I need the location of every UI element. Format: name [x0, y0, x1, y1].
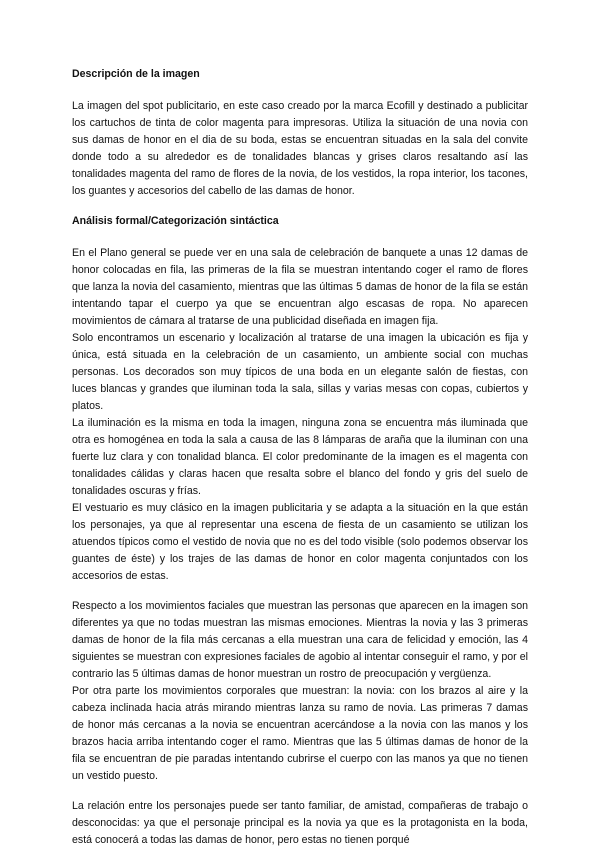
- paragraph-movimientos-faciales: Respecto a los movimientos faciales que muestran las personas que aparecen en la imagen son diferentes ya que no todas muestran las mismas emociones. Mientras la novia y las 3 primeras damas de honor de la fila más cercanas a ella muestran una cara de felicidad y emoción, las 4 siguientes se muestran con expresiones faciales de agobio al intentar conseguir el ramo, y por el contrario las 5 últimas damas de honor muestran un rostro de preocupación y vergüenza.: [72, 600, 528, 680]
- paragraph-descripcion: La imagen del spot publicitario, en este caso creado por la marca Ecofill y destinado a publicitar los cartuchos de tinta de color magenta para impresoras. Utiliza la situación de una novia con sus damas de honor en el dia de su boda, estas se encuentran situadas en la sala del convite donde todo a su alrededor es de tonalidades blancas y grises claros resaltando así las tonalidades magenta del ramo de flores de la novia, de los vestidos, la ropa interior, los tacones, los guantes y accesorios del cabello de las damas de honor.: [72, 100, 528, 197]
- paragraph-relacion: La relación entre los personajes puede ser tanto familiar, de amistad, compañeras de trabajo o desconocidas: ya que el personaje principal es la novia ya que es la protagonista en la boda, está conocerá a todas las damas de honor, pero estas no tienen porqué: [72, 800, 528, 846]
- paragraph-escenario: Solo encontramos un escenario y localización al tratarse de una imagen la ubicación es fija y única, está situada en la celebración de un casamiento, un ambiente social con muchas personas. Los decorados son muy típicos de una boda en un elegante salón de fiestas, con luces blancas y grandes que iluminan toda la sala, sillas y varias mesas con copas, cubiertos y platos.: [72, 332, 528, 412]
- paragraph-plano-general: En el Plano general se puede ver en una sala de celebración de banquete a unas 12 damas de honor colocadas en fila, las primeras de la fila se muestran intentando coger el ramo de flores que lanza la novia del casamiento, mientras que las últimas 5 damas de honor de la fila se están intentando tapar el cuerpo ya que se encuentran algo escasas de ropa. No aparecen movimientos de cámara al tratarse de una publicidad diseñada en imagen fija.: [72, 247, 528, 327]
- section-heading-analisis: Análisis formal/Categorización sintáctica: [72, 215, 279, 227]
- document-page: [72, 66, 528, 849]
- paragraph-movimientos-corporales: Por otra parte los movimientos corporales que muestran: la novia: con los brazos al aire y la cabeza inclinada hacia atrás mirando mientras lanza su ramo de novia. Las primeras 7 damas de honor más cercanas a la novia se encuentran acercándose a la novia con las manos y los brazos hacia arriba intentando coger el ramo. Mientras que las 5 últimas damas de honor de la fila se encuentran de pie paradas intentando cubrirse el cuerpo con las manos ya que no tienen un vestido puesto.: [72, 685, 528, 782]
- paragraph-vestuario: El vestuario es muy clásico en la imagen publicitaria y se adapta a la situación en la que están los personajes, ya que al representar una escena de fiesta de un casamiento se utilizan los atuendos típicos como el vestido de novia que no es del todo visible (solo podemos observar los guantes de éste) y los trajes de las damas de honor en color magenta conjuntados con los accesorios de estas.: [72, 502, 528, 582]
- section-heading-descripcion: Descripción de la imagen: [72, 68, 200, 80]
- paragraph-iluminacion: La iluminación es la misma en toda la imagen, ninguna zona se encuentra más iluminada que otra es homogénea en toda la sala a causa de las 8 lámparas de araña que la iluminan con una fuerte luz clara y con tonalidad blanca. El color predominante de la imagen es el magenta con tonalidades cálidas y claras hacen que resalta sobre el blanco del fondo y gris del suelo de tonalidades oscuras y frías.: [72, 417, 528, 497]
